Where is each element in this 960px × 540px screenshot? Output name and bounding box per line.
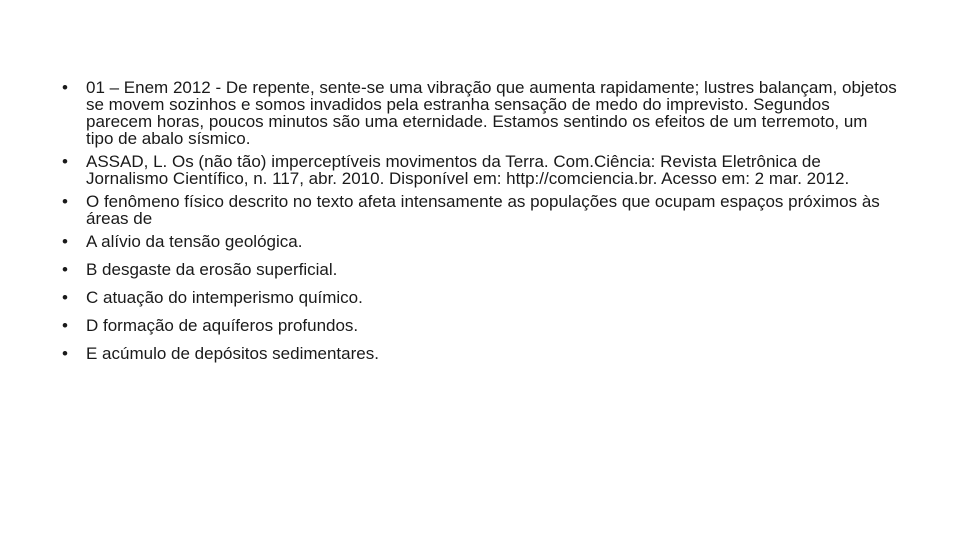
citation-text: ASSAD, L. Os (não tão) imperceptíveis movimentos da Terra. Com.Ciência: Revista Eletrônica de Jornalismo Científico, n. 117, abr. 2010. Disponível em: http://comciencia.br. Acesso em: 2 mar. 2012.: [86, 152, 850, 188]
bullet-icon: •: [62, 152, 68, 171]
option-b-text: B desgaste da erosão superficial.: [86, 260, 338, 279]
option-b: [58, 261, 898, 278]
option-a: [58, 233, 898, 250]
question-text: 01 – Enem 2012 - De repente, sente-se uma vibração que aumenta rapidamente; lustres balançam, objetos se movem sozinhos e somos invadidos pela estranha sensação de medo do imprevisto. Segundos parecem horas, poucos minutos são uma eternidade. Estamos sentindo os efeitos de um terremoto, um tipo de abalo sísmico.: [86, 78, 897, 148]
question-prompt: [58, 193, 898, 227]
source-citation: [58, 153, 898, 187]
bullet-icon: •: [62, 344, 68, 363]
prompt-text: O fenômeno físico descrito no texto afeta intensamente as populações que ocupam espaços próximos às áreas de: [86, 192, 880, 228]
question-statement: [58, 79, 898, 147]
option-c-text: C atuação do intemperismo químico.: [86, 288, 363, 307]
bullet-icon: •: [62, 192, 68, 211]
option-d: [58, 317, 898, 334]
bullet-icon: •: [62, 288, 68, 307]
option-e-text: E acúmulo de depósitos sedimentares.: [86, 344, 379, 363]
bullet-list: [58, 79, 898, 373]
option-c: [58, 289, 898, 306]
bullet-icon: •: [62, 232, 68, 251]
option-d-text: D formação de aquíferos profundos.: [86, 316, 359, 335]
option-e: [58, 345, 898, 362]
bullet-icon: •: [62, 316, 68, 335]
bullet-icon: •: [62, 260, 68, 279]
option-a-text: A alívio da tensão geológica.: [86, 232, 303, 251]
bullet-icon: •: [62, 78, 68, 97]
